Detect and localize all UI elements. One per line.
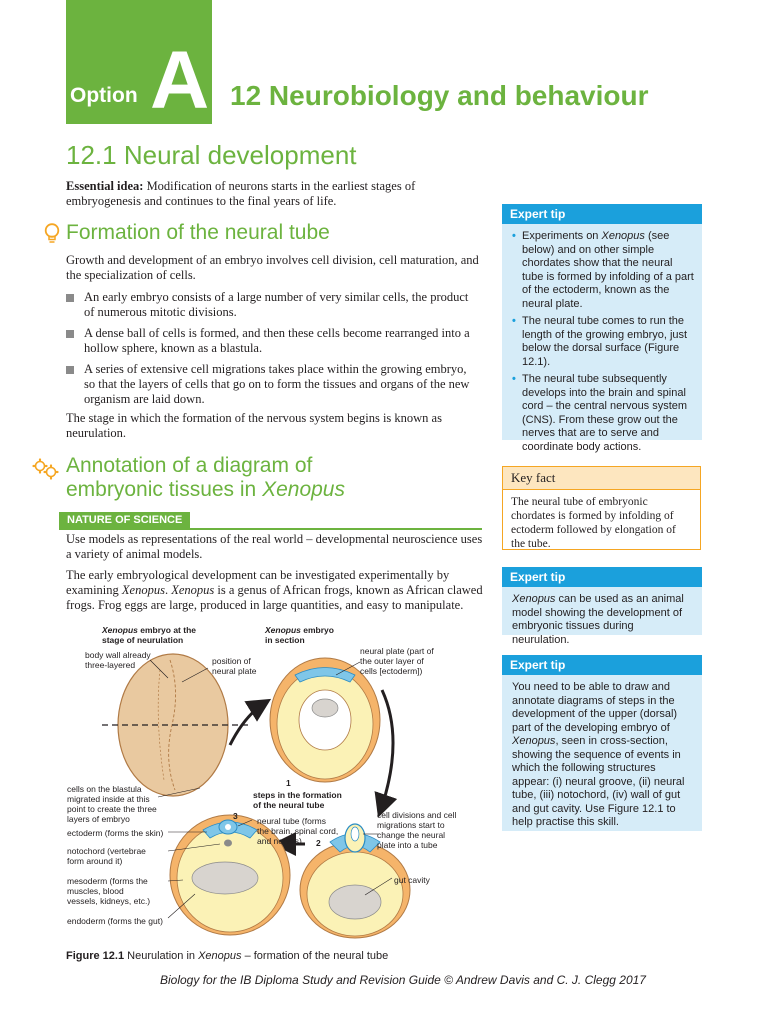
- essential-idea-label: Essential idea:: [66, 179, 144, 193]
- label-endoderm: endoderm (forms the gut): [67, 916, 163, 926]
- expert-tip-text: You need to be able to draw and annotate diagrams of steps in the development of the upper (dorsal) part of the developing embryo of Xenopus, seen in cross-section, showing the sequence of events in which the following structures appear: (i) neural groove, (ii) neural tube, (iii) notochord, (iv) wall of gut and gut cavity. Use Figure 12.1 to help practise this skill.: [512, 681, 685, 828]
- expert-tip-heading: Expert tip: [502, 567, 702, 587]
- gears-icon: [31, 458, 61, 480]
- expert-tip-box-1: [502, 204, 702, 453]
- step-number-2: 2: [316, 838, 321, 848]
- formation-intro: Growth and development of an embryo involves cell division, cell maturation, and the specialization of cells.: [66, 253, 479, 282]
- step-number-1: 1: [286, 778, 291, 788]
- step-number-3: 3: [233, 811, 238, 821]
- option-word: Option: [70, 84, 138, 107]
- section-title: 12.1 Neural development: [66, 140, 357, 170]
- label-notochord: notochord (vertebrae form around it): [67, 846, 146, 866]
- arrow-to-stage2: [380, 690, 393, 812]
- page-footer: Biology for the IB Diploma Study and Revision Guide © Andrew Davis and C. J. Clegg 2017: [160, 973, 646, 987]
- expert-tip-heading: Expert tip: [502, 204, 702, 224]
- nature-of-science-rule: [59, 528, 482, 530]
- label-neural-tube: neural tube (forms the brain, spinal cord, and nerves): [257, 816, 339, 846]
- annotation-heading-line2: embryonic tissues in Xenopus: [66, 478, 345, 501]
- arrow-to-section: [230, 702, 266, 745]
- formation-closing: The stage in which the formation of the nervous system begins is known as neurulation.: [66, 411, 442, 440]
- annotation-heading-line1: Annotation of a diagram of: [66, 454, 313, 477]
- label-cells-blastula: cells on the blastula migrated inside at this point to create the three layers of embryo: [67, 784, 157, 824]
- figure-caption: Figure 12.1 Neurulation in Xenopus – formation of the neural tube: [66, 950, 389, 962]
- annotation-heading: [66, 454, 466, 502]
- label-cell-divisions: cell divisions and cell migrations start to change the neural plate into a tube: [377, 810, 457, 850]
- label-neural-plate: neural plate (part of the outer layer of cells [ectoderm]): [360, 646, 434, 676]
- label-ectoderm: ectoderm (forms the skin): [67, 828, 164, 838]
- xenopus-paragraph: The early embryological development can be investigated experimentally by examining Xenopus. Xenopus is a genus of African frogs, known as African clawed frogs. Frog eggs are large, produced in large quantities, and easy to manipulate.: [66, 568, 483, 612]
- label-position-neural-plate: position of neural plate: [212, 656, 257, 676]
- label-steps: steps in the formation of the neural tube: [253, 790, 342, 810]
- list-item: • Experiments on Xenopus (see below) and on other simple chordates show that the neural tube is formed by infolding of a part of the ectoderm, known as the neural plate.: [512, 230, 694, 311]
- label-gut-cavity: gut cavity: [394, 875, 430, 885]
- list-item: An early embryo consists of a large number of very similar cells, the product of numerous mitotic divisions.: [66, 290, 478, 320]
- expert-tip-box-3: [502, 655, 702, 831]
- list-item: A dense ball of cells is formed, and then these cells become rearranged into a hollow sphere, known as a blastula.: [66, 326, 478, 356]
- formation-bullets: [66, 290, 478, 413]
- key-fact-heading: Key fact: [503, 467, 700, 490]
- nature-of-science-text: Use models as representations of the real world – developmental neuroscience uses a variety of animal models.: [66, 532, 483, 561]
- figure-title-left: Xenopus embryo at the stage of neurulation: [102, 625, 197, 645]
- section-embryo-stage1: [270, 658, 380, 782]
- essential-idea-text: Modification of neurons starts in the earliest stages of embryogenesis and continues to the final years of life.: [66, 179, 416, 208]
- key-fact-box: [502, 466, 701, 550]
- expert-tip-box-2: [502, 567, 702, 646]
- label-mesoderm: mesoderm (forms the muscles, blood vessels, kidneys, etc.): [67, 876, 151, 906]
- list-item: • The neural tube comes to run the length of the growing embryo, just below the dorsal surface (Figure 12.1).: [512, 315, 694, 369]
- key-fact-text: The neural tube of embryonic chordates is formed by infolding of ectoderm followed by elongation of the tube.: [511, 496, 676, 550]
- option-letter: A: [150, 35, 210, 126]
- nature-of-science-label: NATURE OF SCIENCE: [59, 512, 190, 528]
- lightbulb-icon: [44, 223, 60, 245]
- essential-idea: [66, 179, 426, 209]
- figure-title-right: Xenopus embryo in section: [265, 625, 334, 645]
- formation-heading: Formation of the neural tube: [66, 221, 330, 244]
- list-item: • The neural tube subsequently develops into the brain and spinal cord – the central nervous system (CNS). From these grow out the nerves that are to serve and coordinate body actions.: [512, 373, 694, 454]
- expert-tip-text: Xenopus can be used as an animal model showing the development of embryonic tissues during neurulation.: [512, 593, 684, 646]
- chapter-title: 12 Neurobiology and behaviour: [230, 80, 649, 111]
- expert-tip-heading: Expert tip: [502, 655, 702, 675]
- label-body-wall: body wall already three-layered: [85, 650, 151, 670]
- list-item: A series of extensive cell migrations takes place within the growing embryo, so that the layers of cells that go on to form the tissues and organs of the new organism are laid down.: [66, 362, 478, 407]
